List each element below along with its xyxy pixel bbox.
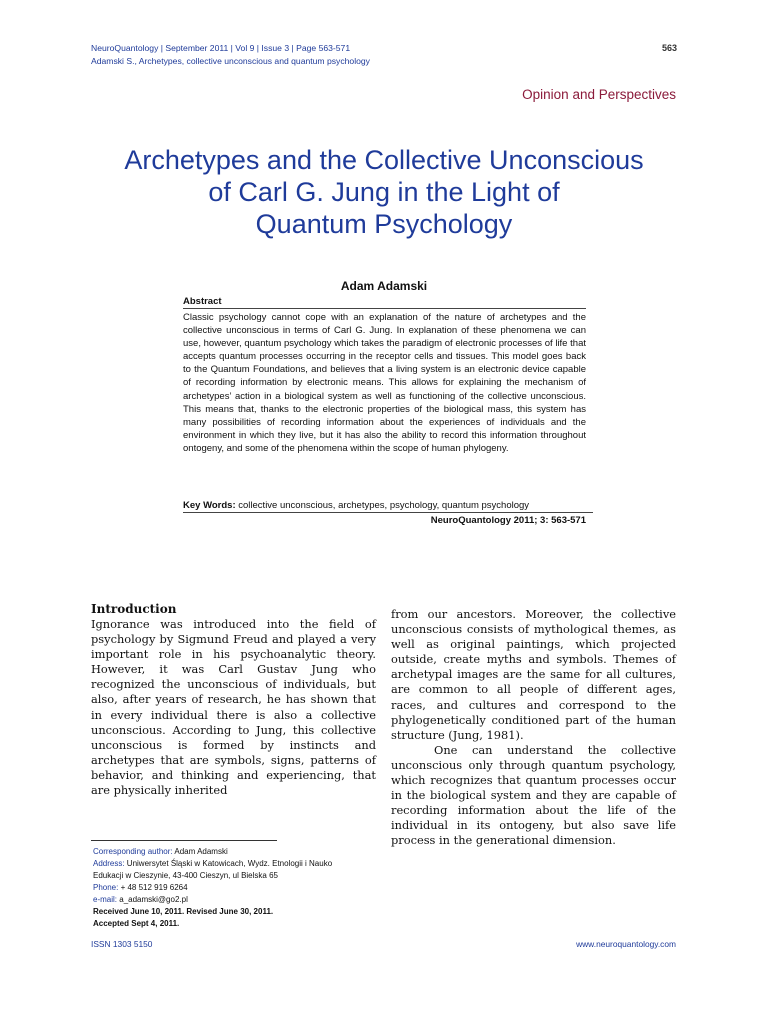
journal-citation: NeuroQuantology 2011; 3: 563-571	[430, 515, 586, 526]
phone-line	[93, 882, 358, 894]
footnote-divider	[91, 840, 277, 841]
right-column	[391, 607, 676, 849]
corresponding-value: Adam Adamski	[172, 847, 228, 856]
issn: ISSN 1303 5150	[91, 939, 153, 949]
phone-value: + 48 512 919 6264	[118, 883, 188, 892]
intro-paragraph-1: Ignorance was introduced into the field of psychology by Sigmund Freud and played a very important role in his psychoanalytic theory. However, it was Carl Gustav Jung who recognized the unconscious of individuals, but also, after years of research, he has shown that in every individual there is also a collective unconscious. According to Jung, this collective unconscious is formed by instincts and archetypes that are symbols, signs, patterns of behavior, and thinking and experiencing, that are physically inherited	[91, 617, 376, 798]
running-citation: Adamski S., Archetypes, collective unconscious and quantum psychology	[91, 56, 370, 66]
intro-paragraph-2: One can understand the collective unconscious only through quantum psychology, which recognizes that quantum processes occur in the biological system and they are capable of recording information about the life of the individual in its ontogeny, but also save life process in the generational dimension.	[391, 742, 676, 848]
corresponding-author-line	[93, 846, 358, 858]
email-line	[93, 894, 358, 906]
abstract	[183, 296, 586, 455]
author-name: Adam Adamski	[340, 279, 428, 293]
journal-header: NeuroQuantology | September 2011 | Vol 9 | Issue 3 | Page 563-571	[91, 43, 351, 53]
address-value: Uniwersytet Śląski w Katowicach, Wydz. Etnologii i Nauko Edukacji w Cieszynie, 43-400 Cieszyn, ul Bielska 65	[93, 859, 333, 880]
address-label: Address:	[93, 859, 125, 868]
keywords-text: collective unconscious, archetypes, psychology, quantum psychology	[235, 500, 530, 511]
journal-website-link[interactable]: www.neuroquantology.com	[576, 939, 676, 949]
corresponding-label: Corresponding author:	[93, 847, 173, 856]
phone-label: Phone:	[93, 883, 119, 892]
title-line-1: Archetypes and the Collective Unconscious	[124, 145, 644, 175]
title-line-2: of Carl G. Jung in the Light of	[208, 177, 560, 207]
keywords-label: Key Words:	[183, 500, 236, 511]
accepted-date: Accepted Sept 4, 2011.	[93, 919, 180, 928]
address-line	[93, 858, 358, 882]
left-column	[91, 617, 376, 798]
keywords	[183, 500, 593, 513]
article-title	[80, 144, 688, 240]
correspondence-footnote	[93, 846, 358, 930]
section-tag: Opinion and Perspectives	[522, 87, 676, 102]
intro-paragraph-1-continued: from our ancestors. Moreover, the collective unconscious consists of mythological themes, as well as original paintings, which projected outside, create myths and symbols. Themes of archetypal images are the same for all cultures, are common to all people of different ages, races, and cultures and correspond to the phylogenetically conditioned part of the human structure (Jung, 1981).	[391, 607, 676, 742]
email-value[interactable]: a_adamski@go2.pl	[117, 895, 188, 904]
title-line-3: Quantum Psychology	[255, 209, 513, 239]
abstract-text: Classic psychology cannot cope with an explanation of the nature of archetypes and the collective unconscious in terms of Carl G. Jung. In explanation of these phenomena we can use, however, quantum psychology which takes the paradigm of electronic processes of life that accepts quantum processes occurring in the receptor cells and tissues. This model goes back to the Quantum Foundations, and believes that a living system is an electronic device capable of recording information by electronic means. This allows for explaining the mechanism of archetypes’ action in a biological system as well as functioning of the collective unconscious. This means that, thanks to the electronic properties of the biological mass, this system has many possibilities of recording information about the experiences of individuals and the environment in which they live, but it has also the ability to record this information throughout ontogeny, and some of the phenomena within the scope of human phylogeny.	[183, 312, 586, 454]
received-date: Received June 10, 2011. Revised June 30, 2011.	[93, 907, 274, 916]
introduction-heading: Introduction	[91, 602, 177, 616]
abstract-heading: Abstract	[183, 296, 586, 309]
page-number: 563	[661, 43, 677, 53]
email-label: e-mail:	[93, 895, 118, 904]
